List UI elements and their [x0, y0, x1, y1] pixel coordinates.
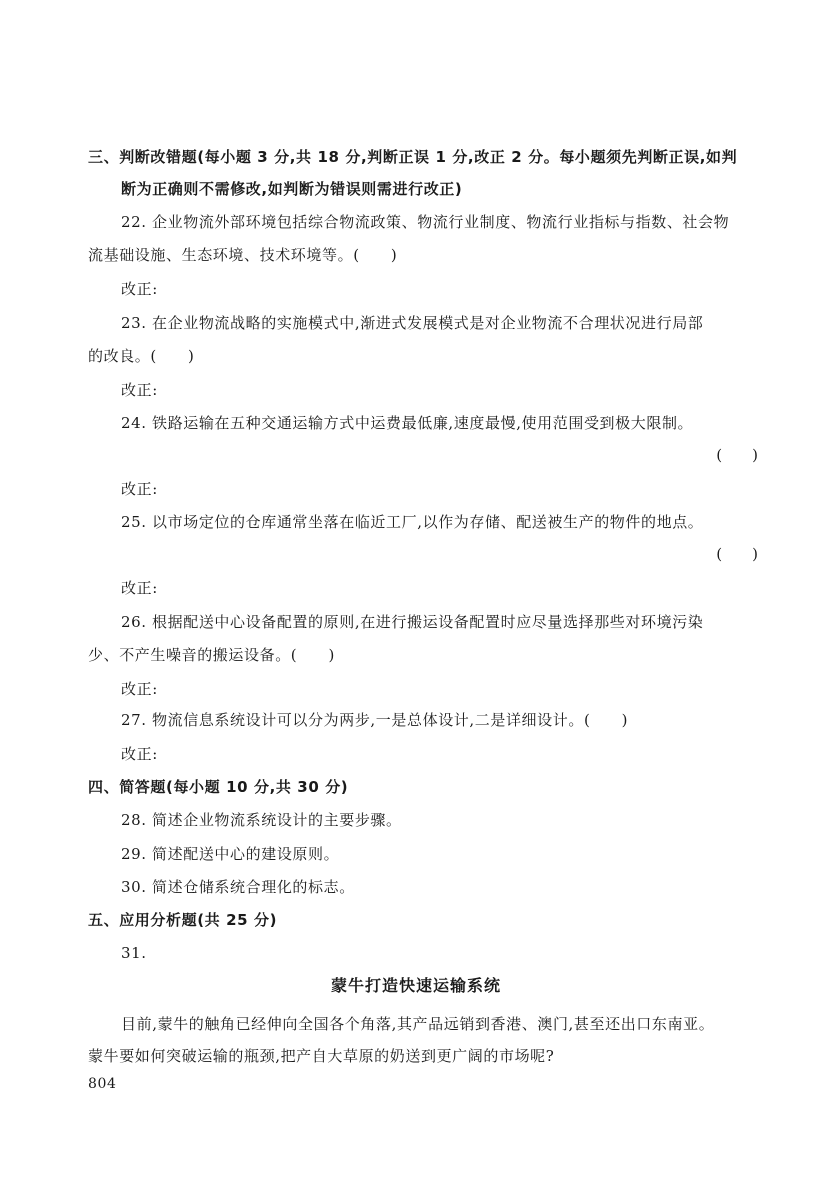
case-paragraph-line-1: 目前,蒙牛的触角已经伸向全国各个角落,其产品远销到香港、澳门,甚至还出口东南亚。 [121, 1015, 715, 1033]
case-study-title: 蒙牛打造快速运输系统 [330, 976, 501, 995]
page-number: 804 [88, 1076, 117, 1092]
question-30: 30. 简述仓储系统合理化的标志。 [121, 878, 355, 896]
question-22-correction-label: 改正: [121, 280, 158, 298]
question-22-line-2: 流基础设施、生态环境、技术环境等。( ) [88, 246, 398, 264]
question-25-answer-parentheses: ( ) [716, 545, 758, 563]
question-23-line-2: 的改良。( ) [88, 347, 195, 365]
section-4-heading: 四、简答题(每小题 10 分,共 30 分) [88, 778, 349, 796]
question-23-line-1: 23. 在企业物流战略的实施模式中,渐进式发展模式是对企业物流不合理状况进行局部 [121, 314, 704, 332]
question-26-line-1: 26. 根据配送中心设备配置的原则,在进行搬运设备配置时应尽量选择那些对环境污染 [121, 613, 704, 631]
question-27-line-1: 27. 物流信息系统设计可以分为两步,一是总体设计,二是详细设计。( ) [121, 711, 629, 729]
question-24-answer-parentheses: ( ) [716, 446, 758, 464]
question-25-line-1: 25. 以市场定位的仓库通常坐落在临近工厂,以作为存储、配送被生产的物件的地点。 [121, 513, 704, 531]
section-5-heading: 五、应用分析题(共 25 分) [88, 911, 278, 929]
question-27-correction-label: 改正: [121, 745, 158, 763]
question-28: 28. 简述企业物流系统设计的主要步骤。 [121, 811, 402, 829]
section-3-heading-line-1: 三、判断改错题(每小题 3 分,共 18 分,判断正误 1 分,改正 2 分。每小题须先判断正误,如判 [88, 148, 738, 166]
question-24-line-1: 24. 铁路运输在五种交通运输方式中运费最低廉,速度最慢,使用范围受到极大限制。 [121, 414, 694, 432]
section-3-heading-line-2: 断为正确则不需修改,如判断为错误则需进行改正) [121, 180, 463, 198]
question-29: 29. 简述配送中心的建设原则。 [121, 845, 340, 863]
case-paragraph-line-2: 蒙牛要如何突破运输的瓶颈,把产自大草原的奶送到更广阔的市场呢? [88, 1047, 555, 1065]
question-26-correction-label: 改正: [121, 680, 158, 698]
question-22-line-1: 22. 企业物流外部环境包括综合物流政策、物流行业制度、物流行业指标与指数、社会物 [121, 213, 730, 231]
question-24-correction-label: 改正: [121, 480, 158, 498]
question-25-correction-label: 改正: [121, 579, 158, 597]
question-31-number: 31. [121, 944, 147, 962]
question-23-correction-label: 改正: [121, 381, 158, 399]
question-26-line-2: 少、不产生噪音的搬运设备。( ) [88, 646, 335, 664]
